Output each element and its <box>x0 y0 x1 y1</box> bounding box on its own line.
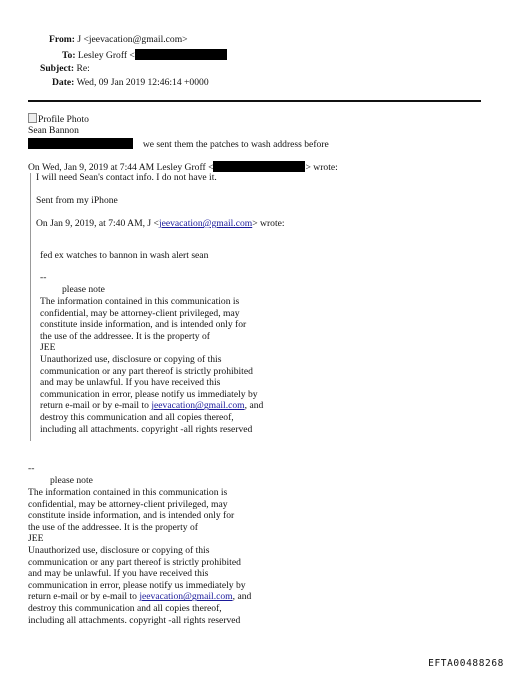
message-text: we sent them the patches to wash address before <box>142 139 329 150</box>
email-link[interactable]: jeevacation@gmail.com <box>139 591 233 603</box>
header-divider <box>28 100 481 102</box>
sig-line: destroy this communication and all copies thereof, <box>40 411 234 423</box>
sig-line: the use of the addressee. It is the property of <box>40 330 210 342</box>
sig-line: constitute inside information, and is intended only for <box>28 510 235 522</box>
date-value: Wed, 09 Jan 2019 12:46:14 +0000 <box>76 77 209 88</box>
reply-intro-end: > wrote: <box>305 162 338 173</box>
broken-image-icon <box>28 113 37 123</box>
sig-line: communication in error, please notify us immediately by <box>40 388 258 400</box>
sig-line: return e-mail or by e-mail to jeevacation@gmail.com, and <box>28 591 252 603</box>
sig-line: communication or any part thereof is strictly prohibited <box>28 556 241 568</box>
sig-line: including all attachments. copyright -all rights reserved <box>40 423 253 435</box>
sig-line: Unauthorized use, disclosure or copying of this <box>28 544 210 556</box>
header-from <box>49 34 188 46</box>
quote-bar <box>30 173 31 441</box>
sig1-dash: -- <box>40 272 47 283</box>
inner-intro-pre: On Jan 9, 2019, at 7:40 AM, J < <box>36 218 159 229</box>
to-value: Lesley Groff < <box>77 50 135 61</box>
profile-photo <box>28 113 89 126</box>
sig-line: and may be unlawful. If you have received this <box>40 377 221 389</box>
sig-line: return e-mail or by e-mail to jeevacation@gmail.com, and <box>40 400 264 412</box>
message-line <box>28 138 329 151</box>
sig2-block <box>28 487 251 626</box>
sig-line: communication in error, please notify us immediately by <box>28 579 246 591</box>
sig-line: communication or any part thereof is strictly prohibited <box>40 365 253 377</box>
subject-label: Subject: <box>40 63 75 74</box>
header-to <box>62 49 227 62</box>
redaction-box <box>28 138 133 149</box>
sender-name: Sean Bannon <box>28 125 79 136</box>
sig-line: confidential, may be attorney-client privileged, may <box>40 307 240 319</box>
sig-line: confidential, may be attorney-client privileged, may <box>28 498 228 510</box>
from-value: J <jeevacation@gmail.com> <box>77 34 188 45</box>
sig-line: JEE <box>40 342 56 354</box>
redaction-box <box>135 49 227 60</box>
header-date <box>52 77 209 89</box>
email-link[interactable]: jeevacation@gmail.com <box>151 400 245 412</box>
sig-line: Unauthorized use, disclosure or copying of this <box>40 353 222 365</box>
inner-intro <box>36 218 285 230</box>
sig1-block <box>40 296 263 435</box>
sig2-dash: -- <box>28 463 35 474</box>
inner-intro-post: > wrote: <box>252 218 285 229</box>
document-id: EFTA00488268 <box>428 658 504 670</box>
redaction-box <box>213 161 305 172</box>
sig-line: and may be unlawful. If you have received this <box>28 568 209 580</box>
sig-line: The information contained in this communication is <box>28 487 228 498</box>
header-subject <box>40 63 90 75</box>
inner-text: fed ex watches to bannon in wash alert sean <box>40 250 209 261</box>
sig-line: including all attachments. copyright -all rights reserved <box>28 614 241 626</box>
sent-from: Sent from my iPhone <box>36 195 118 206</box>
sig1-note: please note <box>62 284 105 295</box>
sig-line: the use of the addressee. It is the property of <box>28 521 198 533</box>
sig2-note: please note <box>50 475 93 486</box>
sig-line: destroy this communication and all copies thereof, <box>28 602 222 614</box>
sig-line: JEE <box>28 533 44 545</box>
reply-text: I will need Sean's contact info. I do not have it. <box>36 172 217 183</box>
sig-line: constitute inside information, and is intended only for <box>40 319 247 331</box>
from-label: From: <box>49 34 75 45</box>
to-label: To: <box>62 50 76 61</box>
sig-line: The information contained in this communication is <box>40 296 240 307</box>
subject-value: Re: <box>76 63 90 74</box>
profile-photo-alt: Profile Photo <box>38 114 89 125</box>
reply-intro-text: On Wed, Jan 9, 2019 at 7:44 AM Lesley Groff < <box>28 162 214 173</box>
date-label: Date: <box>52 77 75 88</box>
email-link[interactable]: jeevacation@gmail.com <box>158 218 253 229</box>
